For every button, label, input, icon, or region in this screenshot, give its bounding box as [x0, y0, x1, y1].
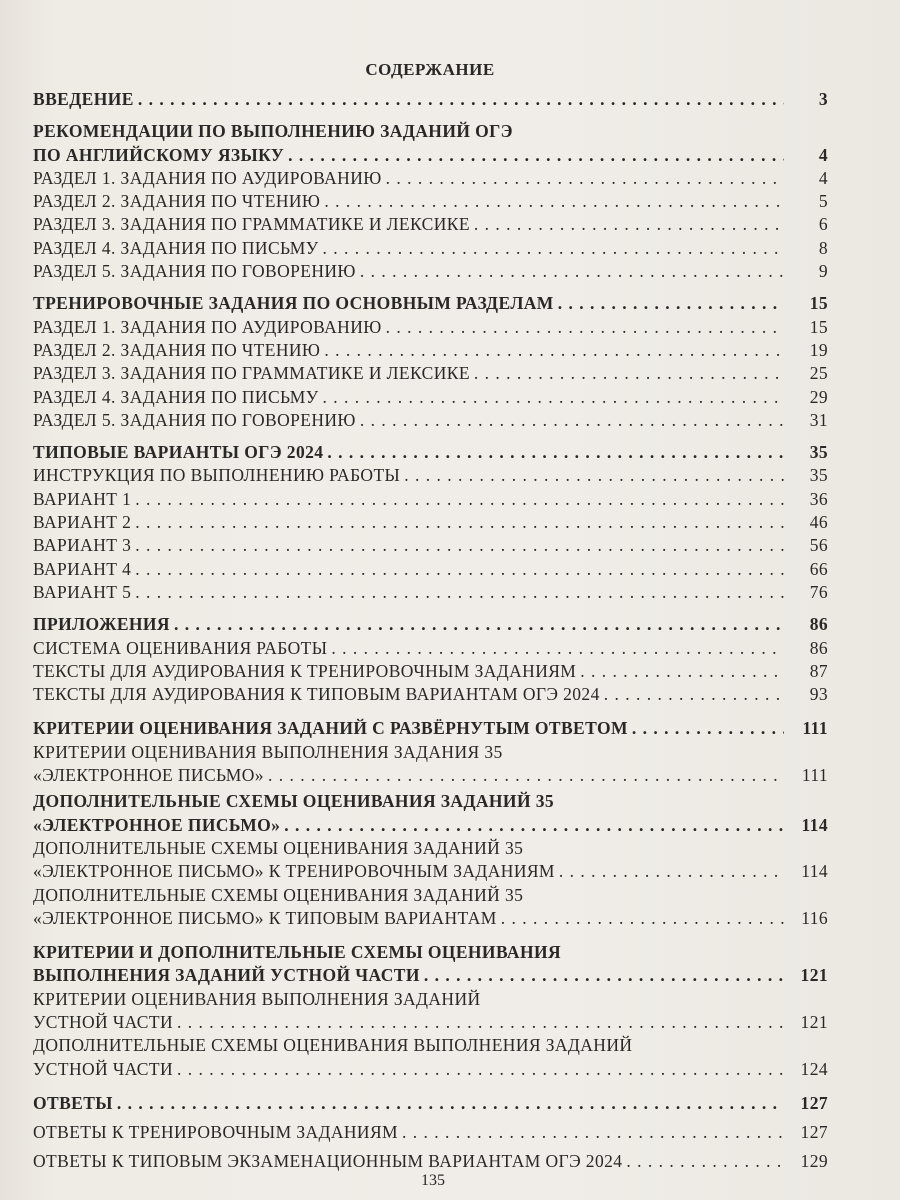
toc-entry-title: ТЕКСТЫ ДЛЯ АУДИРОВАНИЯ К ТРЕНИРОВОЧНЫМ ЗАДАНИЯМ [33, 660, 577, 681]
toc-entry[interactable] [33, 1121, 828, 1144]
toc-entry-page: 4 [818, 167, 828, 188]
toc-entry-page: 15 [809, 316, 828, 337]
toc-entry[interactable] [33, 409, 828, 432]
dot-leader [327, 441, 784, 464]
toc-entry[interactable] [33, 1011, 828, 1034]
toc-entry-page: 129 [800, 1151, 828, 1172]
dot-leader [632, 717, 784, 740]
toc-entry-title: ОТВЕТЫ [33, 1092, 113, 1113]
toc-entry-page: 8 [818, 237, 828, 258]
toc-entry-page: 4 [818, 144, 828, 165]
toc-entry-title: РАЗДЕЛ 1. ЗАДАНИЯ ПО АУДИРОВАНИЮ [33, 167, 382, 188]
toc-entry-title: ДОПОЛНИТЕЛЬНЫЕ СХЕМЫ ОЦЕНИВАНИЯ ВЫПОЛНЕНИЯ ЗАДАНИЙ [33, 1035, 633, 1056]
dot-leader [604, 683, 784, 706]
dot-leader [501, 907, 784, 930]
toc-entry-page: 86 [809, 637, 828, 658]
toc-entry-title: ВАРИАНТ 2 [33, 512, 132, 533]
dot-leader [324, 339, 784, 362]
toc-entry-title: ВАРИАНТ 5 [33, 581, 132, 602]
toc-entry[interactable] [33, 764, 828, 787]
dot-leader [474, 213, 784, 236]
dot-leader [135, 511, 784, 534]
toc-entry-title: УСТНОЙ ЧАСТИ [33, 1011, 173, 1032]
toc-entry-title: ДОПОЛНИТЕЛЬНЫЕ СХЕМЫ ОЦЕНИВАНИЯ ЗАДАНИЙ 35 [33, 791, 555, 812]
toc-section-recommendations [33, 120, 828, 283]
toc-entry-title: РАЗДЕЛ 3. ЗАДАНИЯ ПО ГРАММАТИКЕ И ЛЕКСИКЕ [33, 214, 470, 235]
dot-leader [324, 190, 784, 213]
dot-leader [424, 964, 784, 987]
toc-entry-title: ВАРИАНТ 1 [33, 488, 132, 509]
toc-entry-page: 6 [818, 214, 828, 235]
toc-entry[interactable] [33, 190, 828, 213]
dot-leader [626, 1150, 784, 1173]
toc-entry[interactable] [33, 88, 828, 111]
dot-leader [288, 144, 784, 167]
toc-entry-title: РАЗДЕЛ 1. ЗАДАНИЯ ПО АУДИРОВАНИЮ [33, 316, 382, 337]
toc-entry[interactable] [33, 860, 828, 883]
toc-entry-page: 86 [809, 614, 828, 635]
toc-entry[interactable] [33, 386, 828, 409]
dot-leader [386, 316, 784, 339]
toc-entry-title: РАЗДЕЛ 2. ЗАДАНИЯ ПО ЧТЕНИЮ [33, 339, 321, 360]
toc-entry-title: КРИТЕРИИ ОЦЕНИВАНИЯ ВЫПОЛНЕНИЯ ЗАДАНИЙ [33, 988, 481, 1009]
toc-entry-page: 9 [818, 261, 828, 282]
toc-section-schemes [33, 790, 828, 930]
toc-entry[interactable] [33, 964, 828, 987]
toc-entry-page: 76 [809, 581, 828, 602]
toc-entry[interactable] [33, 362, 828, 385]
toc-entry-page: 124 [800, 1058, 828, 1079]
toc-entry-page: 36 [809, 488, 828, 509]
toc-section-appendix [33, 613, 828, 706]
toc-entry[interactable] [33, 260, 828, 283]
toc-entry-title: КРИТЕРИИ И ДОПОЛНИТЕЛЬНЫЕ СХЕМЫ ОЦЕНИВАНИЯ [33, 942, 562, 963]
dot-leader [135, 488, 784, 511]
toc-entry[interactable] [33, 1150, 828, 1173]
toc-entry[interactable] [33, 167, 828, 190]
dot-leader [177, 1058, 784, 1081]
toc-entry[interactable] [33, 581, 828, 604]
dot-leader [268, 764, 784, 787]
toc-entry-page: 127 [800, 1122, 828, 1143]
toc-entry-title: ВАРИАНТ 4 [33, 558, 132, 579]
toc-section-intro [33, 88, 828, 111]
toc-entry-page: 111 [802, 718, 828, 739]
toc-entry-title: ВВЕДЕНИЕ [33, 89, 134, 109]
toc-entry-page: 121 [800, 1011, 828, 1032]
toc-entry-page: 114 [801, 861, 828, 882]
toc-entry-title: КРИТЕРИИ ОЦЕНИВАНИЯ ЗАДАНИЙ С РАЗВЁРНУТЫМ ОТВЕТОМ [33, 718, 628, 739]
dot-leader [135, 581, 784, 604]
toc-entry[interactable] [33, 717, 828, 740]
dot-leader [284, 814, 784, 837]
dot-leader [580, 660, 784, 683]
page-title: СОДЕРЖАНИЕ [365, 60, 495, 79]
toc-entry-page: 19 [809, 339, 828, 360]
toc-entry-page: 127 [800, 1092, 828, 1113]
toc-entry-page: 25 [809, 363, 828, 384]
page-number: 135 [421, 1172, 445, 1189]
toc-entry[interactable] [33, 907, 828, 930]
toc-entry-title: ИНСТРУКЦИЯ ПО ВЫПОЛНЕНИЮ РАБОТЫ [33, 465, 401, 486]
toc-entry[interactable] [33, 1092, 828, 1115]
toc-entry-page: 35 [809, 465, 828, 486]
toc-entry-page: 31 [809, 409, 828, 430]
toc-entry[interactable] [33, 558, 828, 581]
toc-entry[interactable] [33, 144, 828, 167]
toc-entry[interactable] [33, 660, 828, 683]
toc-entry-title: РАЗДЕЛ 5. ЗАДАНИЯ ПО ГОВОРЕНИЮ [33, 261, 356, 282]
toc-entry-title: ОТВЕТЫ К ТИПОВЫМ ЭКЗАМЕНАЦИОННЫМ ВАРИАНТАМ ОГЭ 2024 [33, 1151, 623, 1172]
toc-entry[interactable] [33, 292, 828, 315]
dot-leader [386, 167, 784, 190]
toc-entry-title: ОТВЕТЫ К ТРЕНИРОВОЧНЫМ ЗАДАНИЯМ [33, 1122, 399, 1143]
toc-entry-title: «ЭЛЕКТРОННОЕ ПИСЬМО» [33, 765, 264, 786]
toc-entry[interactable] [33, 534, 828, 557]
toc-entry-page: 116 [801, 907, 828, 928]
dot-leader [360, 260, 784, 283]
dot-leader [331, 637, 784, 660]
toc-entry[interactable] [33, 683, 828, 706]
toc-entry-title: РАЗДЕЛ 2. ЗАДАНИЯ ПО ЧТЕНИЮ [33, 191, 321, 212]
toc-entry-page: 66 [809, 558, 828, 579]
toc-entry-title: КРИТЕРИИ ОЦЕНИВАНИЯ ВЫПОЛНЕНИЯ ЗАДАНИЯ 35 [33, 741, 503, 762]
toc-entry[interactable] [33, 511, 828, 534]
toc-entry[interactable] [33, 814, 828, 837]
dot-leader [323, 386, 784, 409]
toc-entry-page: 93 [809, 684, 828, 705]
toc-entry-page: 46 [809, 512, 828, 533]
dot-leader [558, 292, 784, 315]
toc-entry-page: 111 [801, 765, 828, 786]
toc-entry[interactable] [33, 339, 828, 362]
toc-section-answers [33, 1092, 828, 1174]
toc-entry-title: ВЫПОЛНЕНИЯ ЗАДАНИЙ УСТНОЙ ЧАСТИ [33, 965, 420, 986]
toc-entry-title: СИСТЕМА ОЦЕНИВАНИЯ РАБОТЫ [33, 637, 328, 658]
toc-entry[interactable] [33, 613, 828, 636]
toc-entry-page: 5 [818, 191, 828, 212]
toc-entry[interactable] [33, 1058, 828, 1081]
toc-entry-title: «ЭЛЕКТРОННОЕ ПИСЬМО» К ТИПОВЫМ ВАРИАНТАМ [33, 907, 497, 928]
toc-entry-title: ДОПОЛНИТЕЛЬНЫЕ СХЕМЫ ОЦЕНИВАНИЯ ЗАДАНИЙ 35 [33, 837, 524, 858]
toc-entry-title: РАЗДЕЛ 5. ЗАДАНИЯ ПО ГОВОРЕНИЮ [33, 409, 356, 430]
toc-entry[interactable] [33, 464, 828, 487]
toc-entry-page: 121 [800, 965, 828, 986]
toc-entry-page: 3 [818, 89, 828, 109]
toc-entry-page: 56 [809, 535, 828, 556]
dot-leader [360, 409, 784, 432]
toc-entry-title: ДОПОЛНИТЕЛЬНЫЕ СХЕМЫ ОЦЕНИВАНИЯ ЗАДАНИЙ 35 [33, 884, 524, 905]
toc-section-training [33, 292, 828, 432]
dot-leader [474, 362, 784, 385]
toc-entry-title: ПРИЛОЖЕНИЯ [33, 614, 170, 635]
toc-entry[interactable] [33, 316, 828, 339]
toc-entry-title: ПО АНГЛИЙСКОМУ ЯЗЫКУ [33, 144, 285, 165]
toc-entry-page: 29 [809, 386, 828, 407]
toc-entry[interactable] [33, 488, 828, 511]
table-of-contents [33, 88, 828, 1177]
dot-leader [174, 613, 784, 636]
toc-entry-title: «ЭЛЕКТРОННОЕ ПИСЬМО» [33, 814, 281, 835]
toc-entry-title: ТРЕНИРОВОЧНЫЕ ЗАДАНИЯ ПО ОСНОВНЫМ РАЗДЕЛАМ [33, 293, 554, 314]
toc-entry-title: РАЗДЕЛ 4. ЗАДАНИЯ ПО ПИСЬМУ [33, 386, 319, 407]
dot-leader [402, 1121, 784, 1144]
dot-leader [559, 860, 784, 883]
toc-section-oral [33, 941, 828, 1081]
dot-leader [138, 88, 784, 111]
toc-entry-page: 35 [809, 442, 828, 463]
toc-section-variants [33, 441, 828, 604]
toc-entry-title: РАЗДЕЛ 3. ЗАДАНИЯ ПО ГРАММАТИКЕ И ЛЕКСИКЕ [33, 363, 470, 384]
toc-section-criteria [33, 717, 828, 787]
toc-entry-title: «ЭЛЕКТРОННОЕ ПИСЬМО» К ТРЕНИРОВОЧНЫМ ЗАДАНИЯМ [33, 861, 555, 882]
toc-entry[interactable] [33, 237, 828, 260]
toc-entry-page: 15 [809, 293, 828, 314]
dot-leader [135, 558, 784, 581]
toc-entry-title: УСТНОЙ ЧАСТИ [33, 1058, 173, 1079]
toc-entry[interactable] [33, 637, 828, 660]
toc-entry-page: 114 [801, 814, 828, 835]
toc-entry-page: 87 [809, 660, 828, 681]
toc-entry-title: РАЗДЕЛ 4. ЗАДАНИЯ ПО ПИСЬМУ [33, 237, 319, 258]
toc-entry-title: ТИПОВЫЕ ВАРИАНТЫ ОГЭ 2024 [33, 442, 324, 463]
toc-entry-title: РЕКОМЕНДАЦИИ ПО ВЫПОЛНЕНИЮ ЗАДАНИЙ ОГЭ [33, 121, 513, 142]
toc-entry-title: ТЕКСТЫ ДЛЯ АУДИРОВАНИЯ К ТИПОВЫМ ВАРИАНТАМ ОГЭ 2024 [33, 684, 600, 705]
dot-leader [323, 237, 784, 260]
toc-entry[interactable] [33, 441, 828, 464]
dot-leader [135, 534, 784, 557]
toc-entry[interactable] [33, 213, 828, 236]
dot-leader [177, 1011, 784, 1034]
toc-entry-title: ВАРИАНТ 3 [33, 535, 132, 556]
dot-leader [404, 464, 784, 487]
dot-leader [117, 1092, 784, 1115]
